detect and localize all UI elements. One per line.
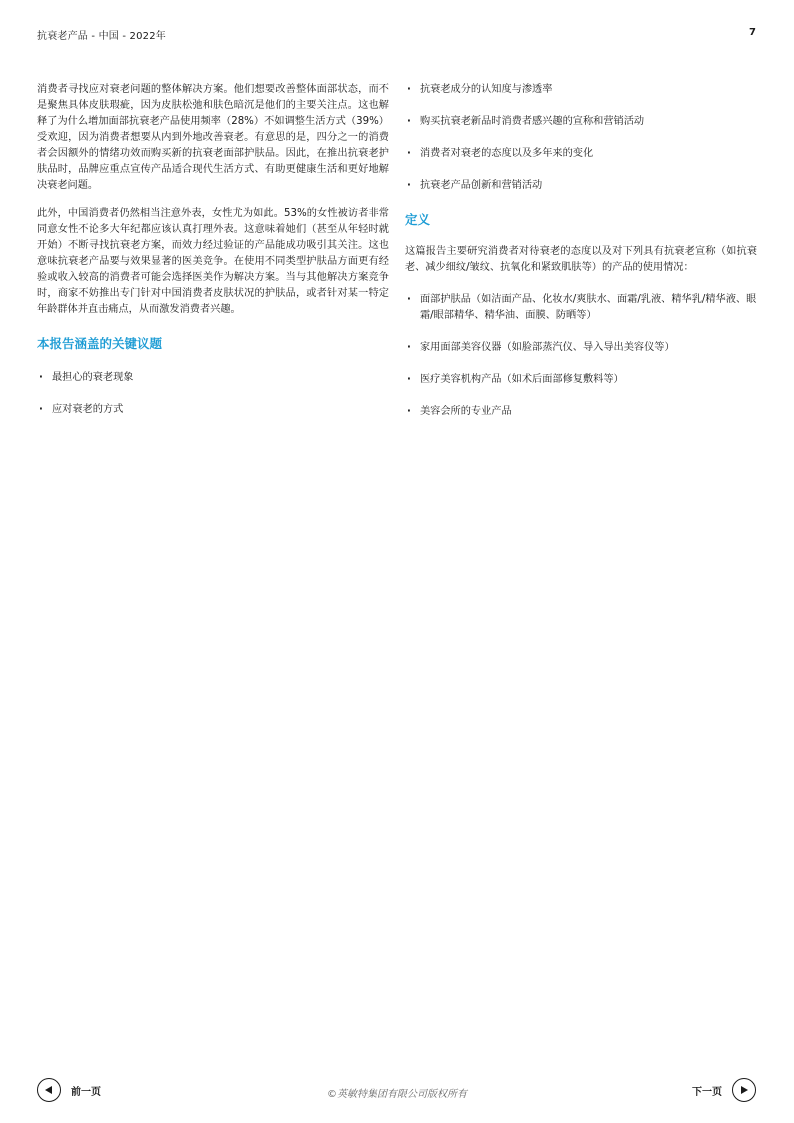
previous-page-label: 前一页 [71, 1086, 101, 1098]
list-item: · 应对衰老的方式 [37, 402, 389, 418]
list-item: · 抗衰老成分的认知度与渗透率 [405, 82, 757, 98]
list-item: · 最担心的衰老现象 [37, 370, 389, 386]
copyright-notice: ©英敏特集团有限公司版权所有 [327, 1089, 467, 1100]
list-item: · 面部护肤品（如洁面产品、化妆水/爽肤水、面霜/乳液、精华乳/精华液、眼霜/眼部精华、精华油、面膜、防晒等） [405, 292, 757, 324]
list-item: · 家用面部美容仪器（如脸部蒸汽仪、导入导出美容仪等） [405, 340, 757, 356]
left-column [37, 82, 389, 434]
list-item: · 抗衰老产品创新和营销活动 [405, 178, 757, 194]
list-item: · 医疗美容机构产品（如术后面部修复敷料等） [405, 372, 757, 388]
key-topics-list [37, 370, 389, 418]
definition-heading: 定义 [405, 212, 431, 227]
list-item: · 消费者对衰老的态度以及多年来的变化 [405, 146, 757, 162]
body-paragraph-1: 消费者寻找应对衰老问题的整体解决方案。他们想要改善整体面部状态，而不是聚焦具体皮肤瑕疵，因为皮肤松弛和肤色暗沉是他们的主要关注点。这也解释了为什么增加面部抗衰老产品使用频率（28%）不如调整生活方式（39%）受欢迎，因为消费者想要从内到外地改善衰老。有意思的是，四分之一的消费者会因额外的情绪功效而购买新的抗衰老面部护肤品。因此，在推出抗衰老护肤品时，品牌应重点宣传产品适合现代生活方式、有助更健康生活和更好地解决衰老问题。 [37, 84, 389, 191]
definition-list [405, 292, 757, 420]
definition-paragraph: 这篇报告主要研究消费者对待衰老的态度以及对下列具有抗衰老宣称（如抗衰老、减少细纹/皱纹、抗氧化和紧致肌肤等）的产品的使用情况： [405, 246, 757, 273]
list-item: · 美容会所的专业产品 [405, 404, 757, 420]
body-paragraph-2: 此外，中国消费者仍然相当注意外表，女性尤为如此。53%的女性被访者非常同意女性不论多大年纪都应该认真打理外表。这意味着她们（甚至从年轻时就开始）不断寻找抗衰老方案，而效力经过验证的产品能成功吸引其关注。这也意味抗衰老产品要与效果显著的医美竞争。在使用不同类型护肤品方面更有经验或收入较高的消费者可能会选择医美作为解决方案。当与其他解决方案竞争时，商家不妨推出专门针对中国消费者皮肤状况的护肤品，或者针对某一特定年龄群体并直击痛点，从而激发消费者兴趣。 [37, 208, 389, 315]
next-page-label: 下一页 [692, 1086, 722, 1098]
page-number: 7 [749, 27, 756, 38]
key-topics-list-continued [405, 82, 757, 194]
key-topics-heading: 本报告涵盖的关键议题 [37, 336, 163, 351]
header-title: 抗衰老产品 - 中国 - 2022年 [37, 31, 166, 42]
next-arrow-icon [732, 1078, 756, 1102]
right-column [405, 82, 757, 436]
list-item: · 购买抗衰老新品时消费者感兴趣的宣称和营销活动 [405, 114, 757, 130]
next-page-button[interactable] [692, 1078, 756, 1102]
